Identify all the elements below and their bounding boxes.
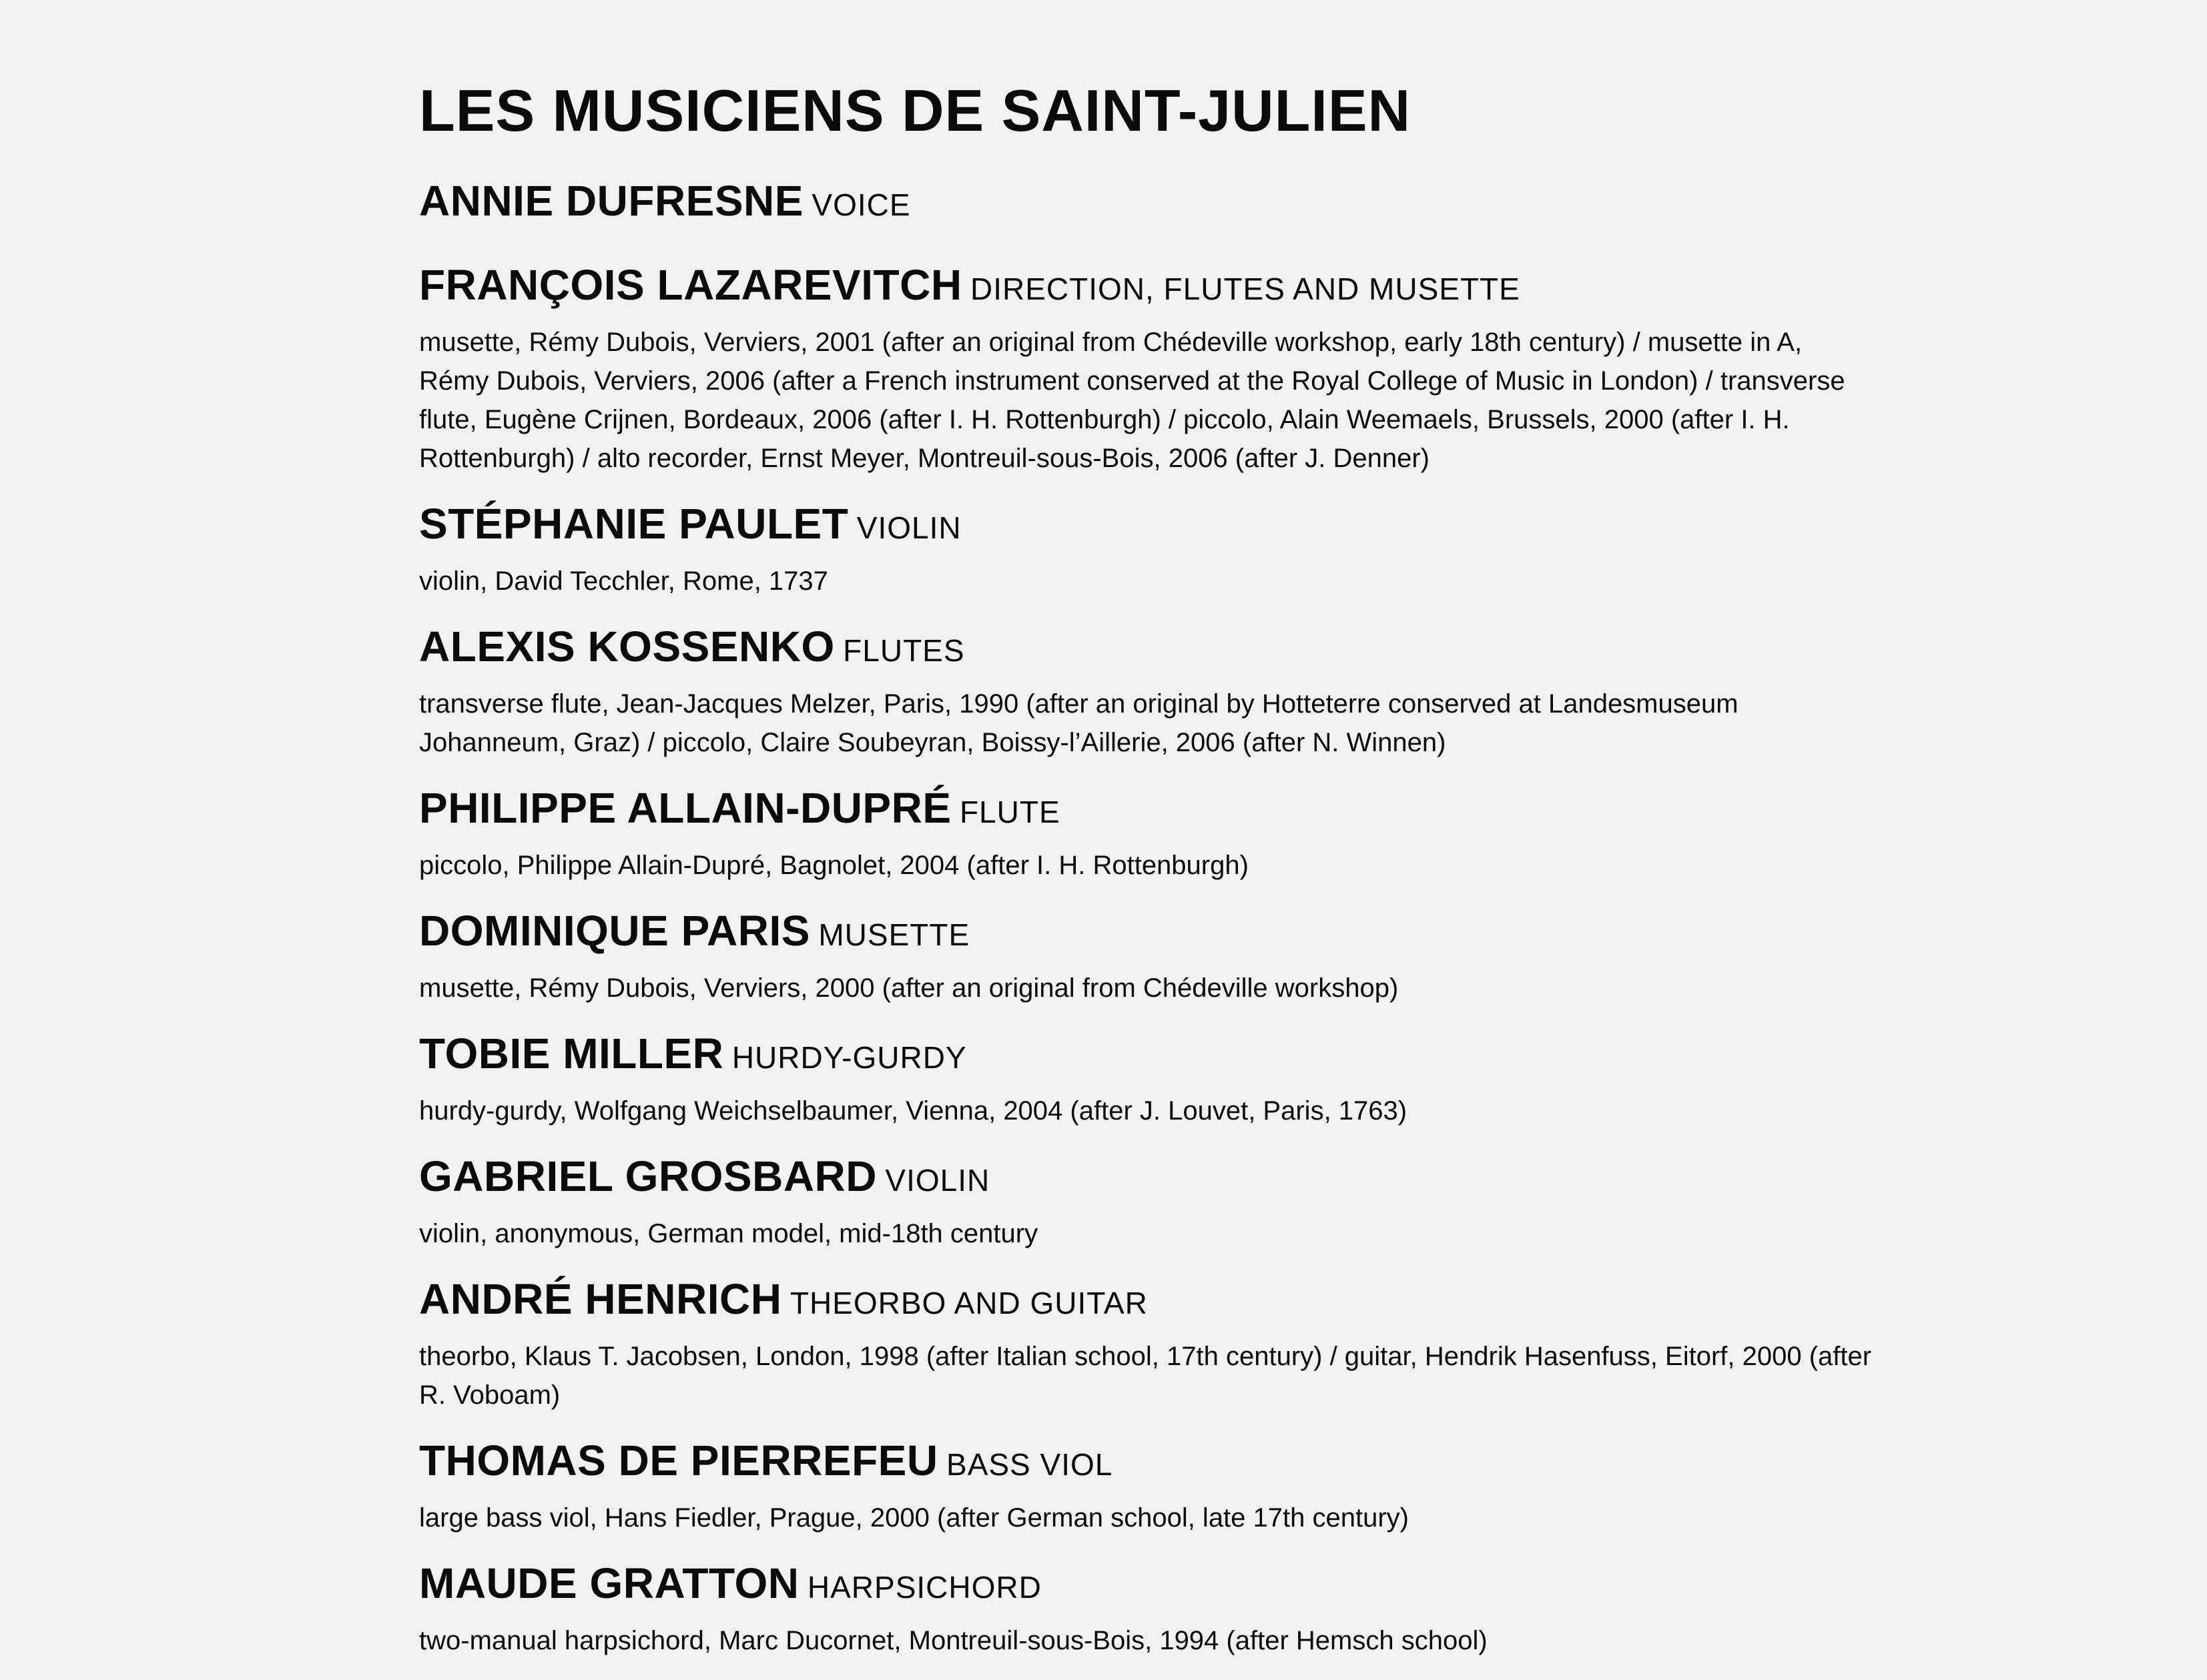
musician-entry xyxy=(419,1434,1874,1537)
instrument-list: musette, Rémy Dubois, Verviers, 2000 (after an original from Chédeville workshop) xyxy=(419,973,1399,1003)
instrument-list: two-manual harpsichord, Marc Ducornet, Montreuil-sous-Bois, 1994 (after Hemsch school) xyxy=(419,1626,1488,1655)
page-title: LES MUSICIENS DE SAINT-JULIEN xyxy=(419,77,1411,143)
musician-heading xyxy=(419,782,1874,846)
musician-heading xyxy=(419,1557,1874,1621)
musician-name: DOMINIQUE PARIS xyxy=(419,907,810,955)
musician-name: PHILIPPE ALLAIN-DUPRÉ xyxy=(419,784,952,832)
musician-role: HURDY-GURDY xyxy=(731,1040,967,1075)
musician-heading xyxy=(419,175,1874,239)
musician-name: TOBIE MILLER xyxy=(419,1029,724,1078)
musician-role: BASS VIOL xyxy=(946,1447,1113,1482)
musician-heading xyxy=(419,1434,1874,1499)
musician-role: THEORBO AND GUITAR xyxy=(790,1286,1148,1320)
musician-role: FLUTE xyxy=(959,795,1060,829)
musician-entry xyxy=(419,1273,1874,1414)
musician-heading xyxy=(419,905,1874,969)
instrument-list: musette, Rémy Dubois, Verviers, 2001 (after an original from Chédeville workshop, early 18th century) / musette in A, Rémy Dubois, Verviers, 2006 (after a French instrument conserved at the Royal College of Music in London) / transverse flute, Eugène Crijnen, Bordeaux, 2006 (after I. H. Rottenburgh) / piccolo, Alain Weemaels, Brussels, 2000 (after I. H. Rottenburgh) / alto recorder, Ernst Meyer, Montreuil-sous-Bois, 2006 (after J. Denner) xyxy=(419,328,1845,473)
instrument-list: theorbo, Klaus T. Jacobsen, London, 1998 (after Italian school, 17th century) / guitar, Hendrik Hasenfuss, Eitorf, 2000 (after R. Voboam) xyxy=(419,1342,1872,1410)
musician-role: VIOLIN xyxy=(856,510,962,545)
musician-role: VIOLIN xyxy=(885,1163,990,1198)
musician-role: HARPSICHORD xyxy=(807,1570,1042,1605)
musician-heading xyxy=(419,259,1874,323)
musician-name: THOMAS DE PIERREFEU xyxy=(419,1436,938,1485)
musicians-page xyxy=(419,75,1874,1680)
musician-heading xyxy=(419,498,1874,562)
instrument-list: piccolo, Philippe Allain-Dupré, Bagnolet, 2004 (after I. H. Rottenburgh) xyxy=(419,851,1249,880)
musician-entry xyxy=(419,1027,1874,1130)
musician-role: DIRECTION, FLUTES AND MUSETTE xyxy=(970,272,1520,306)
musician-role: MUSETTE xyxy=(818,917,970,952)
instrument-list: violin, anonymous, German model, mid-18th century xyxy=(419,1219,1038,1248)
instrument-list: hurdy-gurdy, Wolfgang Weichselbaumer, Vienna, 2004 (after J. Louvet, Paris, 1763) xyxy=(419,1096,1407,1126)
musician-name: ANDRÉ HENRICH xyxy=(419,1275,782,1323)
musician-name: FRANÇOIS LAZAREVITCH xyxy=(419,261,962,309)
musician-name: ALEXIS KOSSENKO xyxy=(419,622,835,671)
musician-heading xyxy=(419,1273,1874,1337)
musician-entry xyxy=(419,259,1874,478)
instrument-list: transverse flute, Jean-Jacques Melzer, Paris, 1990 (after an original by Hotteterre conserved at Landesmuseum Johanneum, Graz) / piccolo, Claire Soubeyran, Boissy-l’Aillerie, 2006 (after N. Winnen) xyxy=(419,689,1739,757)
instrument-list: violin, David Tecchler, Rome, 1737 xyxy=(419,566,828,596)
musician-name: MAUDE GRATTON xyxy=(419,1559,800,1607)
musician-role: FLUTES xyxy=(843,633,965,668)
musician-name: GABRIEL GROSBARD xyxy=(419,1152,877,1200)
musician-entry xyxy=(419,905,1874,1007)
musician-role: VOICE xyxy=(812,187,911,222)
instrument-list: large bass viol, Hans Fiedler, Prague, 2000 (after German school, late 17th century) xyxy=(419,1503,1409,1533)
musician-entry xyxy=(419,498,1874,600)
musician-entry xyxy=(419,1557,1874,1660)
musician-name: ANNIE DUFRESNE xyxy=(419,177,804,225)
musician-heading xyxy=(419,620,1874,685)
musician-heading xyxy=(419,1150,1874,1214)
musician-entry xyxy=(419,175,1874,239)
musician-entry xyxy=(419,620,1874,762)
musician-entry xyxy=(419,782,1874,885)
musician-heading xyxy=(419,1027,1874,1092)
musician-name: STÉPHANIE PAULET xyxy=(419,500,849,548)
musician-entry xyxy=(419,1150,1874,1253)
